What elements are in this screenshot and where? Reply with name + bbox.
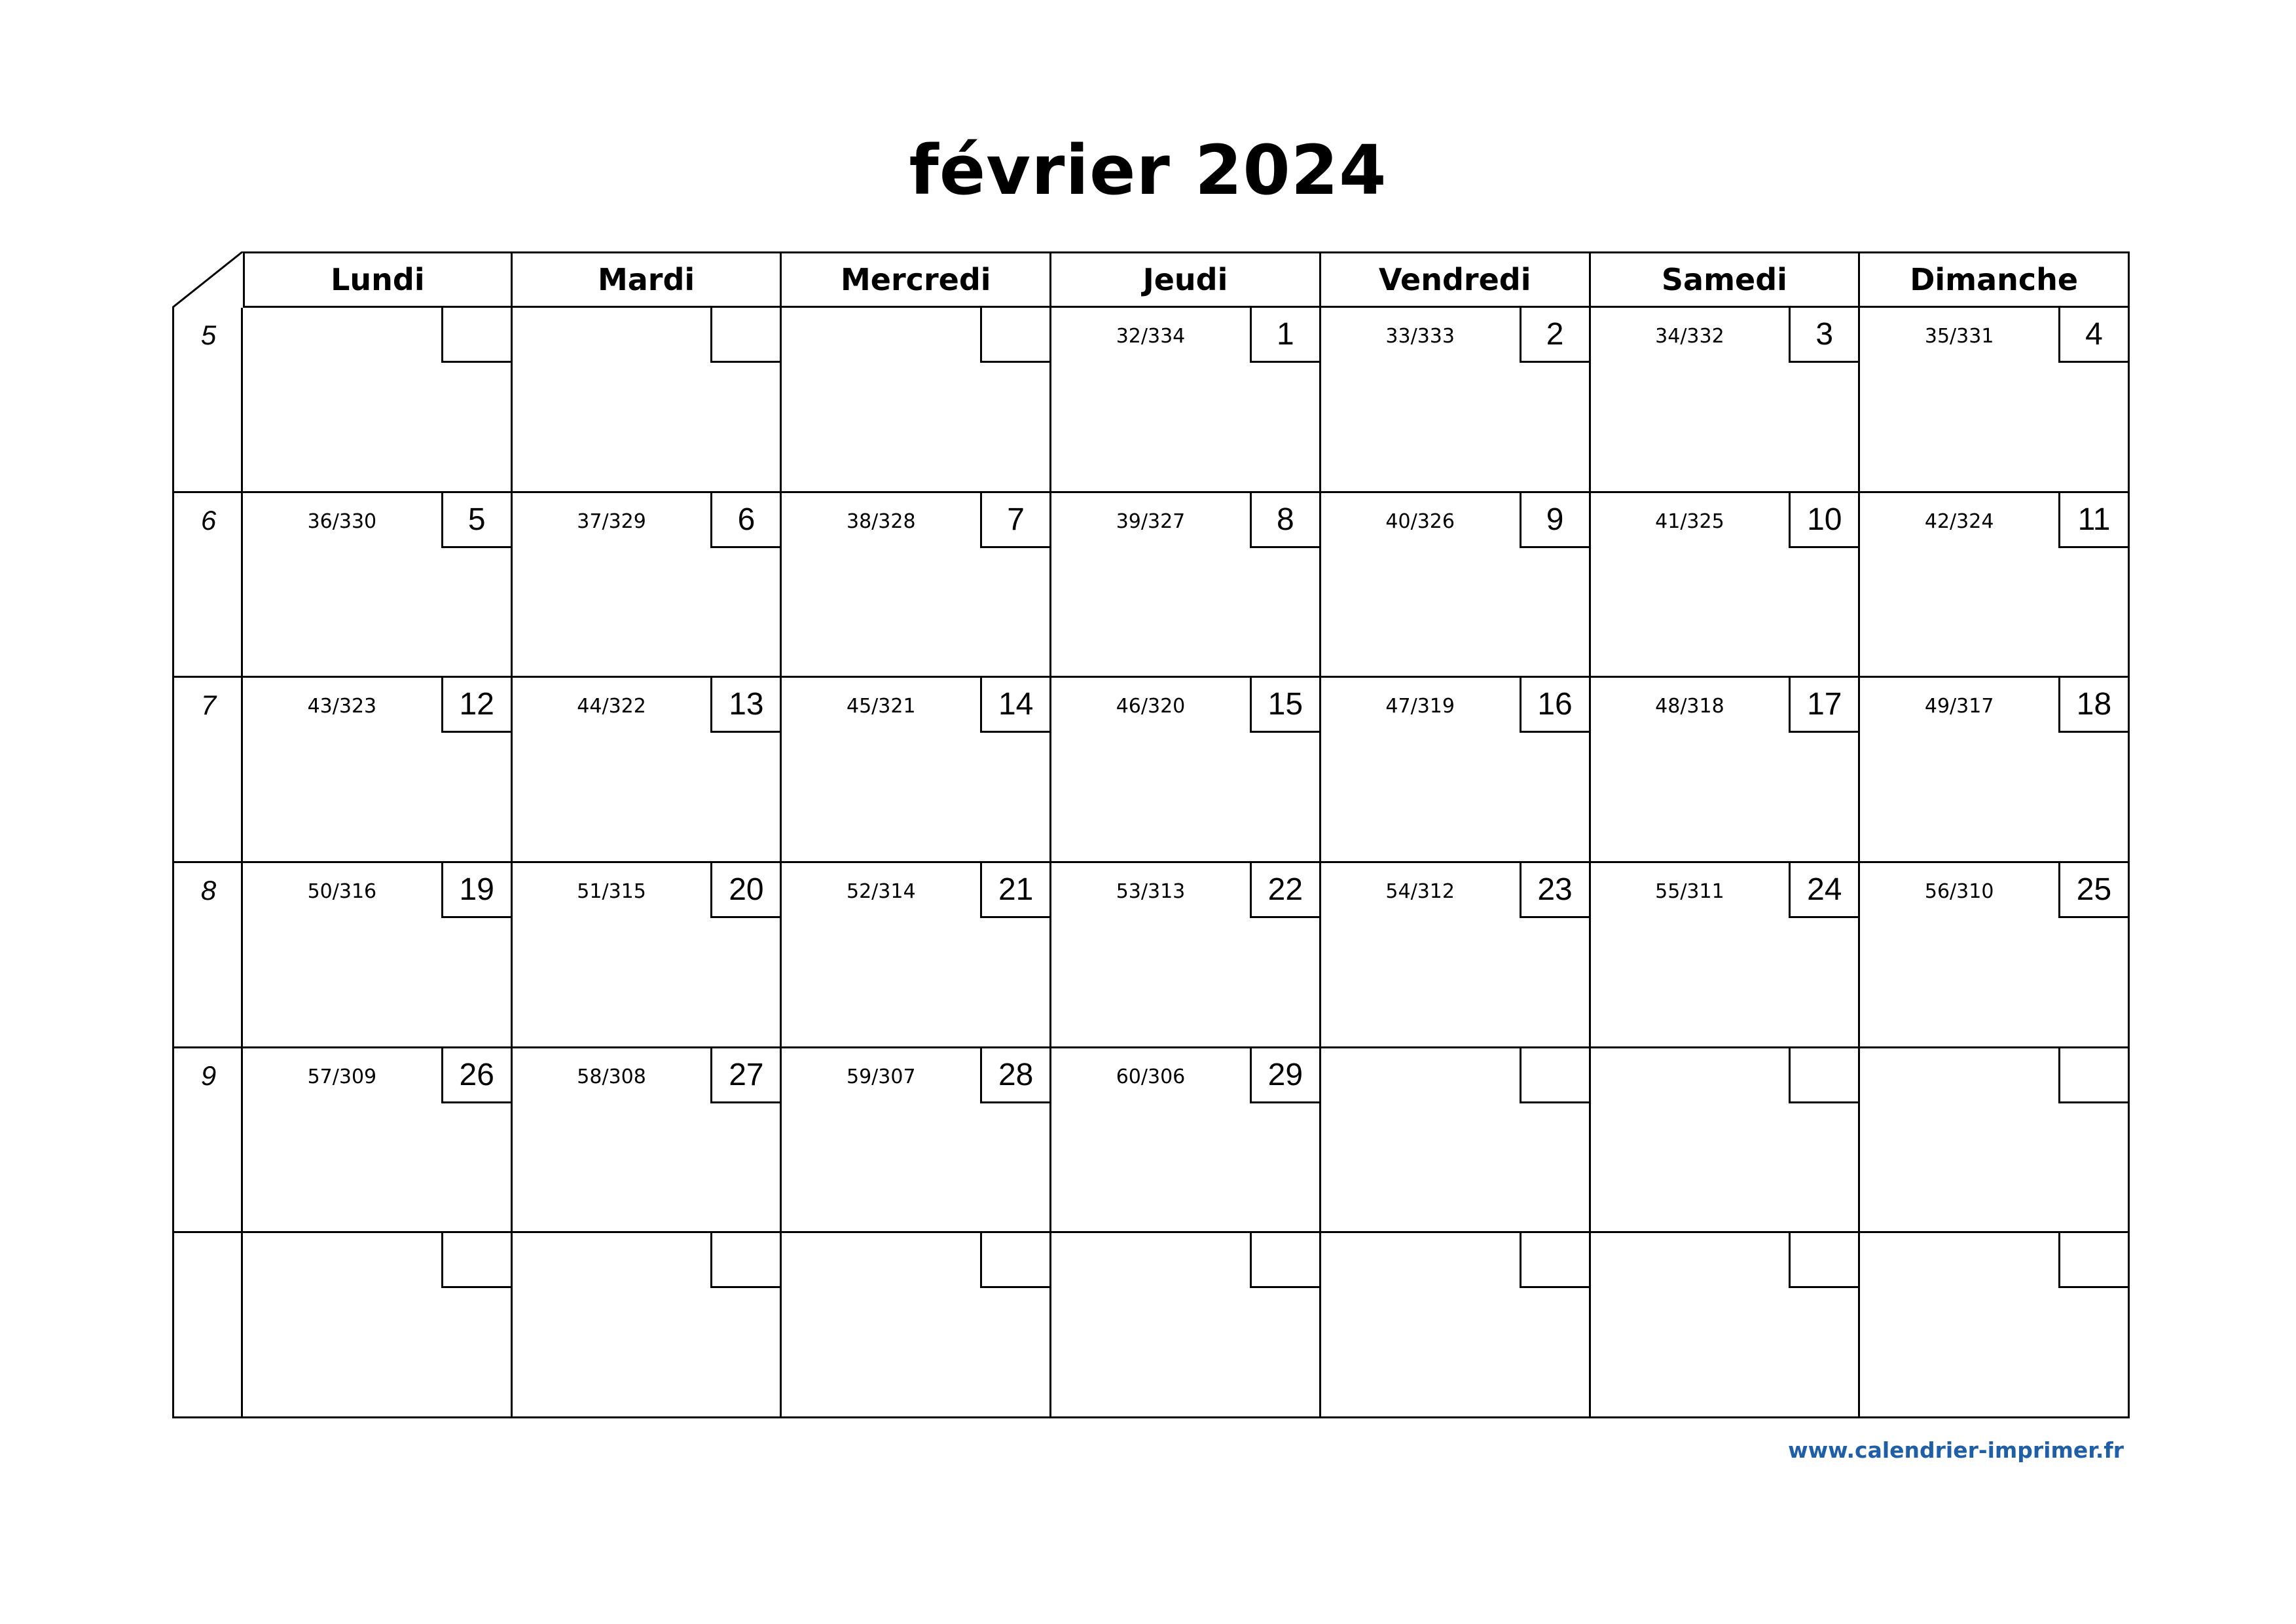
day-number: 26 — [441, 1048, 511, 1103]
week-number-cell — [172, 1233, 243, 1418]
day-cell — [1049, 1233, 1321, 1418]
day-number: 2 — [1520, 308, 1589, 363]
day-cell — [780, 678, 1051, 863]
day-number: 3 — [1789, 308, 1858, 363]
website-link[interactable]: www.calendrier-imprimer.fr — [1788, 1437, 2124, 1463]
day-number: 24 — [1789, 863, 1858, 918]
day-of-year: 54/312 — [1385, 879, 1455, 903]
day-number — [2058, 1233, 2128, 1288]
day-cell — [1858, 863, 2130, 1048]
day-of-year: 42/324 — [1924, 509, 1994, 533]
week-number-cell — [172, 863, 243, 1048]
week-number: 8 — [200, 874, 217, 906]
weekday-header: Samedi — [1591, 251, 1861, 308]
day-number — [980, 1233, 1049, 1288]
day-number: 28 — [980, 1048, 1049, 1103]
day-number: 8 — [1250, 493, 1319, 548]
day-number — [710, 1233, 780, 1288]
day-cell — [241, 493, 513, 678]
day-of-year: 43/323 — [307, 695, 377, 718]
day-cell — [1589, 308, 1861, 493]
day-number: 19 — [441, 863, 511, 918]
week-number: 5 — [200, 320, 217, 350]
day-number: 14 — [980, 678, 1049, 733]
week-number-cell — [172, 493, 243, 678]
day-cell — [1049, 863, 1321, 1048]
day-cell — [511, 1233, 782, 1418]
day-of-year: 46/320 — [1116, 695, 1186, 718]
day-of-year: 58/308 — [577, 1065, 646, 1088]
day-number — [2058, 1048, 2128, 1103]
day-cell — [1589, 678, 1861, 863]
day-of-year: 56/310 — [1924, 879, 1994, 903]
day-cell — [1858, 678, 2130, 863]
day-cell — [1319, 863, 1591, 1048]
weekday-header: Mercredi — [782, 251, 1051, 308]
day-cell — [241, 863, 513, 1048]
day-number: 11 — [2058, 493, 2128, 548]
day-number: 22 — [1250, 863, 1319, 918]
day-number — [710, 308, 780, 363]
day-cell — [1319, 678, 1591, 863]
day-number: 16 — [1520, 678, 1589, 733]
day-of-year: 35/331 — [1924, 325, 1994, 348]
day-number — [1520, 1233, 1589, 1288]
day-of-year: 53/313 — [1116, 879, 1186, 903]
day-of-year: 55/311 — [1655, 879, 1724, 903]
day-number: 21 — [980, 863, 1049, 918]
day-cell — [1049, 1048, 1321, 1234]
page-title: février 2024 — [909, 130, 1387, 210]
day-of-year: 37/329 — [577, 509, 646, 533]
day-cell — [1319, 493, 1591, 678]
day-cell — [1319, 1233, 1591, 1418]
day-cell — [511, 678, 782, 863]
day-number — [1250, 1233, 1319, 1288]
day-of-year: 47/319 — [1385, 695, 1455, 718]
day-number: 9 — [1520, 493, 1589, 548]
day-cell — [780, 1233, 1051, 1418]
day-number: 23 — [1520, 863, 1589, 918]
day-number: 6 — [710, 493, 780, 548]
calendar-table — [172, 251, 2130, 1418]
day-cell — [1858, 493, 2130, 678]
calendar-grid — [172, 251, 2130, 1418]
week-number: 7 — [200, 690, 217, 721]
day-number: 27 — [710, 1048, 780, 1103]
day-cell — [1049, 308, 1321, 493]
day-cell — [1319, 1048, 1591, 1234]
day-cell — [780, 863, 1051, 1048]
day-number — [1789, 1233, 1858, 1288]
day-of-year: 49/317 — [1924, 695, 1994, 718]
day-of-year: 59/307 — [847, 1065, 916, 1088]
day-number: 13 — [710, 678, 780, 733]
day-of-year: 48/318 — [1655, 695, 1724, 718]
day-cell — [1589, 493, 1861, 678]
weekday-header: Vendredi — [1321, 251, 1591, 308]
day-cell — [1319, 308, 1591, 493]
day-cell — [780, 308, 1051, 493]
day-number: 5 — [441, 493, 511, 548]
day-cell — [1049, 678, 1321, 863]
day-number: 15 — [1250, 678, 1319, 733]
day-of-year: 34/332 — [1655, 325, 1724, 348]
weekday-header: Jeudi — [1051, 251, 1321, 308]
day-cell — [780, 1048, 1051, 1234]
day-cell — [780, 493, 1051, 678]
day-of-year: 39/327 — [1116, 509, 1186, 533]
day-of-year: 51/315 — [577, 879, 646, 903]
day-number: 18 — [2058, 678, 2128, 733]
day-number — [1789, 1048, 1858, 1103]
day-of-year: 52/314 — [847, 879, 916, 903]
day-cell — [1049, 493, 1321, 678]
day-cell — [241, 1048, 513, 1234]
day-number: 7 — [980, 493, 1049, 548]
day-number — [441, 1233, 511, 1288]
day-cell — [1858, 1048, 2130, 1234]
day-number: 17 — [1789, 678, 1858, 733]
day-of-year: 50/316 — [307, 879, 377, 903]
day-of-year: 40/326 — [1385, 509, 1455, 533]
day-of-year: 38/328 — [847, 509, 916, 533]
weekday-header: Lundi — [243, 251, 513, 308]
week-number: 6 — [200, 504, 217, 536]
day-cell — [241, 1233, 513, 1418]
day-of-year: 32/334 — [1116, 325, 1186, 348]
day-of-year: 60/306 — [1116, 1065, 1186, 1088]
day-cell — [1858, 1233, 2130, 1418]
day-cell — [1589, 1048, 1861, 1234]
weekday-header: Dimanche — [1860, 251, 2130, 308]
week-number-cell — [172, 1048, 243, 1234]
day-number — [1520, 1048, 1589, 1103]
day-number: 4 — [2058, 308, 2128, 363]
day-of-year: 41/325 — [1655, 509, 1724, 533]
day-cell — [1858, 308, 2130, 493]
day-cell — [1589, 863, 1861, 1048]
day-cell — [511, 308, 782, 493]
day-cell — [511, 863, 782, 1048]
week-number-cell — [172, 308, 243, 493]
week-number: 9 — [200, 1060, 217, 1091]
day-of-year: 57/309 — [307, 1065, 377, 1088]
day-number: 20 — [710, 863, 780, 918]
day-cell — [1589, 1233, 1861, 1418]
day-cell — [511, 493, 782, 678]
day-of-year: 44/322 — [577, 695, 646, 718]
day-of-year: 36/330 — [307, 509, 377, 533]
weekday-header: Mardi — [513, 251, 782, 308]
day-of-year: 45/321 — [847, 695, 916, 718]
day-of-year: 33/333 — [1385, 325, 1455, 348]
day-number: 10 — [1789, 493, 1858, 548]
day-cell — [241, 308, 513, 493]
day-number — [980, 308, 1049, 363]
day-number: 12 — [441, 678, 511, 733]
day-cell — [511, 1048, 782, 1234]
day-number: 25 — [2058, 863, 2128, 918]
day-number: 1 — [1250, 308, 1319, 363]
week-number-cell — [172, 678, 243, 863]
day-cell — [241, 678, 513, 863]
day-number: 29 — [1250, 1048, 1319, 1103]
day-number — [441, 308, 511, 363]
corner-diagonal — [172, 251, 243, 308]
